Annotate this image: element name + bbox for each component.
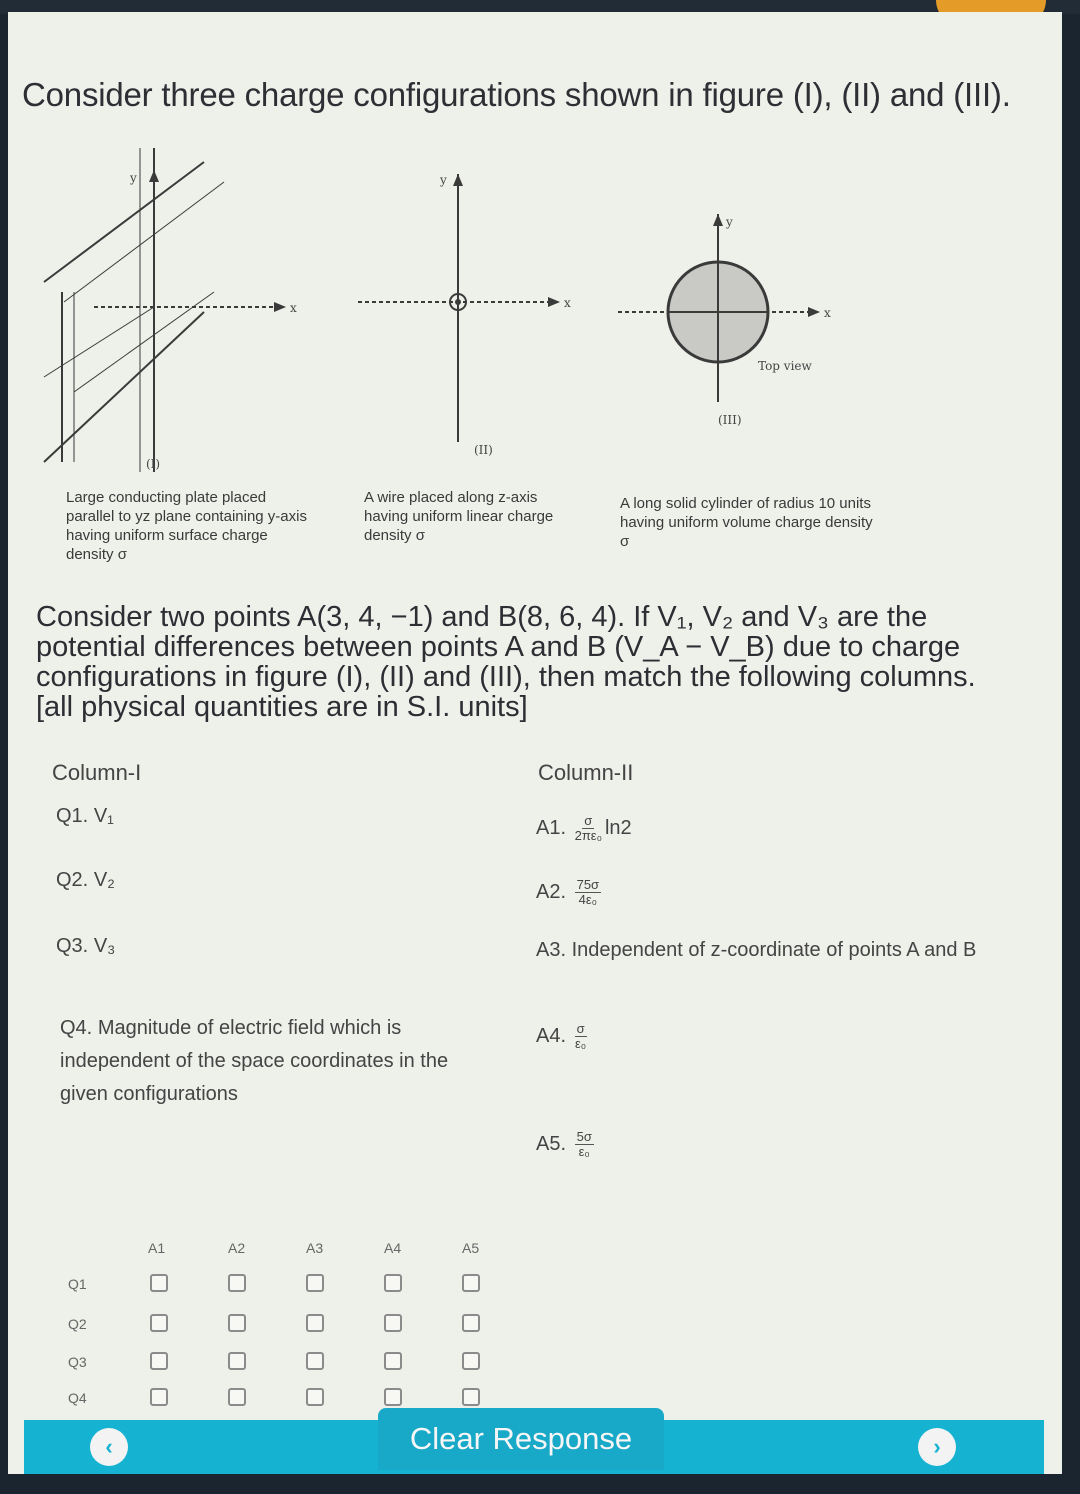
figure-3-axis-x: x [824, 306, 831, 320]
chevron-right-icon: › [933, 1434, 941, 1459]
checkbox-q1-a5[interactable] [462, 1274, 480, 1292]
column-1-item-q3: Q3. V₃ [56, 935, 116, 957]
figure-1-axis-y: y [130, 171, 137, 185]
checkbox-q4-a5[interactable] [462, 1388, 480, 1406]
figure-3-top-view-label: Top view [758, 359, 812, 373]
figure-2-wire [348, 162, 588, 462]
question-panel [8, 12, 1062, 1474]
checkbox-q4-a3[interactable] [306, 1388, 324, 1406]
question-title: Consider three charge configurations shown in figure (I), (II) and (III). [22, 76, 1011, 113]
grid-row-q3: Q3 [68, 1354, 87, 1370]
checkbox-q2-a3[interactable] [306, 1314, 324, 1332]
checkbox-q2-a4[interactable] [384, 1314, 402, 1332]
checkbox-q3-a4[interactable] [384, 1352, 402, 1370]
checkbox-q4-a1[interactable] [150, 1388, 168, 1406]
column-2-heading: Column-II [538, 760, 634, 785]
column-1-item-q4: Q4. Magnitude of electric field which is independent of the space coordinates in the given configurations [60, 1017, 449, 1105]
figure-2-axis-y: y [440, 173, 447, 187]
grid-col-a2: A2 [228, 1240, 246, 1256]
checkbox-q3-a2[interactable] [228, 1352, 246, 1370]
column-1-item-q2: Q2. V₂ [56, 869, 115, 891]
grid-col-a3: A3 [306, 1240, 324, 1256]
figure-3-number: (III) [718, 413, 742, 427]
next-question-button[interactable] [918, 1428, 956, 1466]
column-2-item-a4: A4. $\frac{\sigma}{\text{ε₀}}$ [536, 1021, 587, 1052]
checkbox-q2-a5[interactable] [462, 1314, 480, 1332]
grid-row-q4: Q4 [68, 1390, 87, 1406]
figure-1-plate [34, 142, 314, 482]
column-2-item-a3: A3. Independent of z-coordinate of points A and B [536, 939, 977, 961]
grid-col-a1: A1 [148, 1240, 166, 1256]
figure-3-caption: A long solid cylinder of radius 10 units having uniform volume charge density σ [620, 495, 873, 550]
column-2-item-a1: A1. $\frac{\sigma}{\text{2πε₀}}$ ln2 [536, 813, 632, 844]
figure-3-cylinder [608, 202, 848, 432]
figure-2-axis-x: x [564, 296, 571, 310]
column-2-item-a5: A5. $\frac{5\sigma}{\text{ε₀}}$ [536, 1129, 592, 1160]
checkbox-q3-a3[interactable] [306, 1352, 324, 1370]
checkbox-q1-a2[interactable] [228, 1274, 246, 1292]
checkbox-q2-a2[interactable] [228, 1314, 246, 1332]
clear-response-button[interactable]: Clear Response [378, 1408, 664, 1470]
figure-1-caption: Large conducting plate placed parallel to yz plane containing y-axis having uniform surface charge density σ [66, 489, 307, 563]
checkbox-q1-a3[interactable] [306, 1274, 324, 1292]
checkbox-q1-a4[interactable] [384, 1274, 402, 1292]
figure-1-axis-x: x [290, 301, 297, 315]
checkbox-q2-a1[interactable] [150, 1314, 168, 1332]
column-2-item-a2: A2. $\frac{75\sigma}{\text{4ε₀}}$ [536, 877, 600, 908]
grid-row-q2: Q2 [68, 1316, 87, 1332]
column-1-heading: Column-I [52, 760, 142, 785]
grid-col-a4: A4 [384, 1240, 402, 1256]
column-1-item-q1: Q1. V₁ [56, 805, 114, 827]
checkbox-q4-a4[interactable] [384, 1388, 402, 1406]
previous-question-button[interactable] [90, 1428, 128, 1466]
question-paragraph: Consider two points A(3, 4, −1) and B(8, 6, 4). If V₁, V₂ and V₃ are the potential differences between points A and B (V_A − V_B) due to charge configurations in figure (I), (II) and (III), then match the following columns. [all physical quantities are in S.I. units] [36, 601, 976, 723]
figure-3-axis-y: y [726, 215, 733, 229]
chevron-left-icon: ‹ [105, 1434, 113, 1459]
checkbox-q1-a1[interactable] [150, 1274, 168, 1292]
figure-1-number: (I) [146, 457, 161, 471]
figure-2-number: (II) [474, 443, 493, 457]
checkbox-q4-a2[interactable] [228, 1388, 246, 1406]
checkbox-q3-a5[interactable] [462, 1352, 480, 1370]
grid-row-q1: Q1 [68, 1276, 87, 1292]
figure-2-caption: A wire placed along z-axis having uniform linear charge density σ [364, 489, 554, 544]
checkbox-q3-a1[interactable] [150, 1352, 168, 1370]
grid-col-a5: A5 [462, 1240, 480, 1256]
